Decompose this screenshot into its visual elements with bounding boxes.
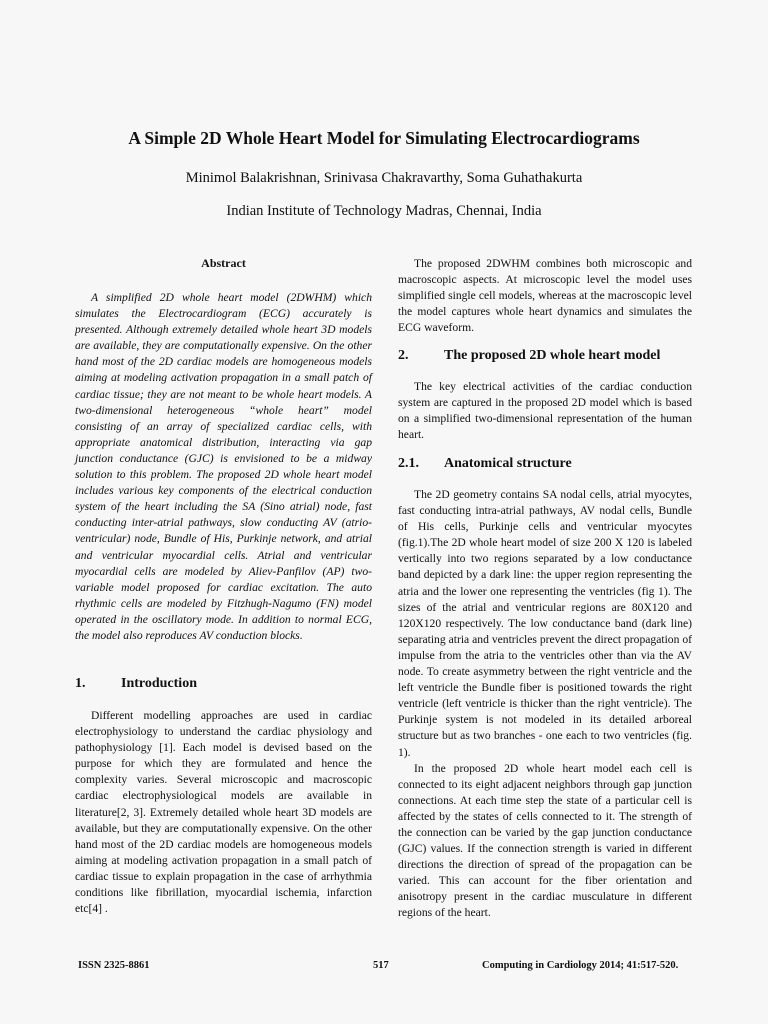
intro-body bbox=[75, 708, 372, 917]
section-2-1-number: 2.1. bbox=[398, 456, 419, 471]
section-2-title: The proposed 2D whole heart model bbox=[444, 348, 661, 363]
paper-title: A Simple 2D Whole Heart Model for Simulating Electrocardiograms bbox=[128, 128, 640, 148]
section-2-number: 2. bbox=[398, 348, 409, 363]
affiliation: Indian Institute of Technology Madras, Chennai, India bbox=[226, 203, 542, 219]
section-2-body bbox=[398, 379, 692, 443]
abstract-body bbox=[75, 290, 372, 644]
footer-issn: ISSN 2325-8861 bbox=[78, 960, 150, 971]
author-list: Minimol Balakrishnan, Srinivasa Chakravarthy, Soma Guhathakurta bbox=[185, 170, 583, 186]
right-para-1 bbox=[398, 256, 692, 336]
section-2-1-para-2: In the proposed 2D whole heart model each cell is connected to its eight adjacent neighbors through gap junction connections. At each time step the state of a particular cell is affected by the states of cells connected to it. The strength of the connection can be varied by the gap junction conductance (GJC) values. If the connection strength is varied in different directions the direction of spread of the propagation can be varied. This can account for the fiber orientation and anisotropy present in the cardiac musculature in different regions of the heart. bbox=[398, 761, 692, 920]
section-1-title: Introduction bbox=[121, 676, 197, 691]
section-1-heading bbox=[75, 676, 197, 692]
intro-text: Different modelling approaches are used in cardiac electrophysiology to understand the cardiac physiology and pathophysiology [1]. Each model is devised based on the purpose for which they are formulated and hence the complexity varies. Several microscopic and macroscopic cardiac electrophysiological models are available in literature[2, 3]. Extremely detailed whole heart 3D models are available, but they are computationally expensive. On the other hand most of the 2D cardiac models are homogeneous models aiming at modeling activation propagation in a small patch of cardiac tissue to explain propagation in the case of arrhythmia conditions like fibrillation, myocardial ischemia, infarction etc[4] . bbox=[75, 709, 372, 916]
section-2-1-body bbox=[398, 487, 692, 922]
section-2-heading bbox=[398, 348, 660, 364]
abstract-text: A simplified 2D whole heart model (2DWHM) which simulates the Electrocardiogram (ECG) accurately is presented. Although extremely detailed whole heart 3D models are available, they are computationally expensive. On the other hand most of the 2D cardiac models are homogeneous models aiming at modeling activation propagation in a small patch of cardiac tissue; they are not meant to be whole heart models. A two-dimensional heterogeneous “whole heart” model consisting of an array of specialized cardiac cells, with appropriate anatomical distribution, interacting via gap junction conductance (GJC) is envisioned to be a midway solution to this problem. The proposed 2D whole heart model includes various key components of the electrical conduction system of the heart including the SA (Sino atrial) node, fast conducting inter-atrial pathways, slow conducting AV (atrio-ventricular) node, Bundle of His, Purkinje network, and atrial and ventricular myocardial cells. Atrial and ventricular myocardial cells are modeled by Aliev-Panfilov (AP) two-variable model proposed for cardiac excitation. The auto rhythmic cells are modeled by Fitzhugh-Nagumo (FN) model operated in the oscillatory mode. In addition to normal ECG, the model also reproduces AV conduction blocks. bbox=[75, 291, 372, 642]
section-2-1-para-1: The 2D geometry contains SA nodal cells, atrial myocytes, fast conducting intra-atrial pathways, AV nodal cells, Bundle of His cells, Purkinje cells and ventricular myocytes (fig.1).The 2D whole heart model of size 200 X 120 is labeled vertically into two regions separated by a low conductance band depicted by a dark line: the upper region representing the atria and the lower one representing the ventricles (fig 1). The sizes of the atrial and ventricular regions are 80X120 and 120X120 respectively. The low conductance band (dark line) separating atria and ventricles prevent the direct propagation of impulse from the atria to the ventricles other than via the AV node. To create asymmetry between the right ventricle and the left ventricle the Bundle fiber is positioned towards the right ventricle (left ventricle is thicker than the right ventricle). The Purkinje system is not modeled in its detailed arboreal structure but as two branches - one each to two ventricles (fig. 1). bbox=[398, 488, 692, 759]
right-para-1-text: The proposed 2DWHM combines both microscopic and macroscopic aspects. At microscopic level the model uses simplified single cell models, whereas at the macroscopic level the model captures whole heart dynamics and simulates the ECG waveform. bbox=[398, 257, 692, 335]
section-2-text: The key electrical activities of the cardiac conduction system are captured in the proposed 2D model which is based on a simplified two-dimensional representation of the human heart. bbox=[398, 380, 692, 442]
section-1-number: 1. bbox=[75, 676, 86, 691]
abstract-heading: Abstract bbox=[201, 256, 246, 270]
footer-citation: Computing in Cardiology 2014; 41:517-520. bbox=[482, 960, 679, 971]
section-2-1-title: Anatomical structure bbox=[444, 456, 572, 471]
section-2-1-heading bbox=[398, 456, 572, 472]
footer-page-number: 517 bbox=[373, 960, 389, 971]
